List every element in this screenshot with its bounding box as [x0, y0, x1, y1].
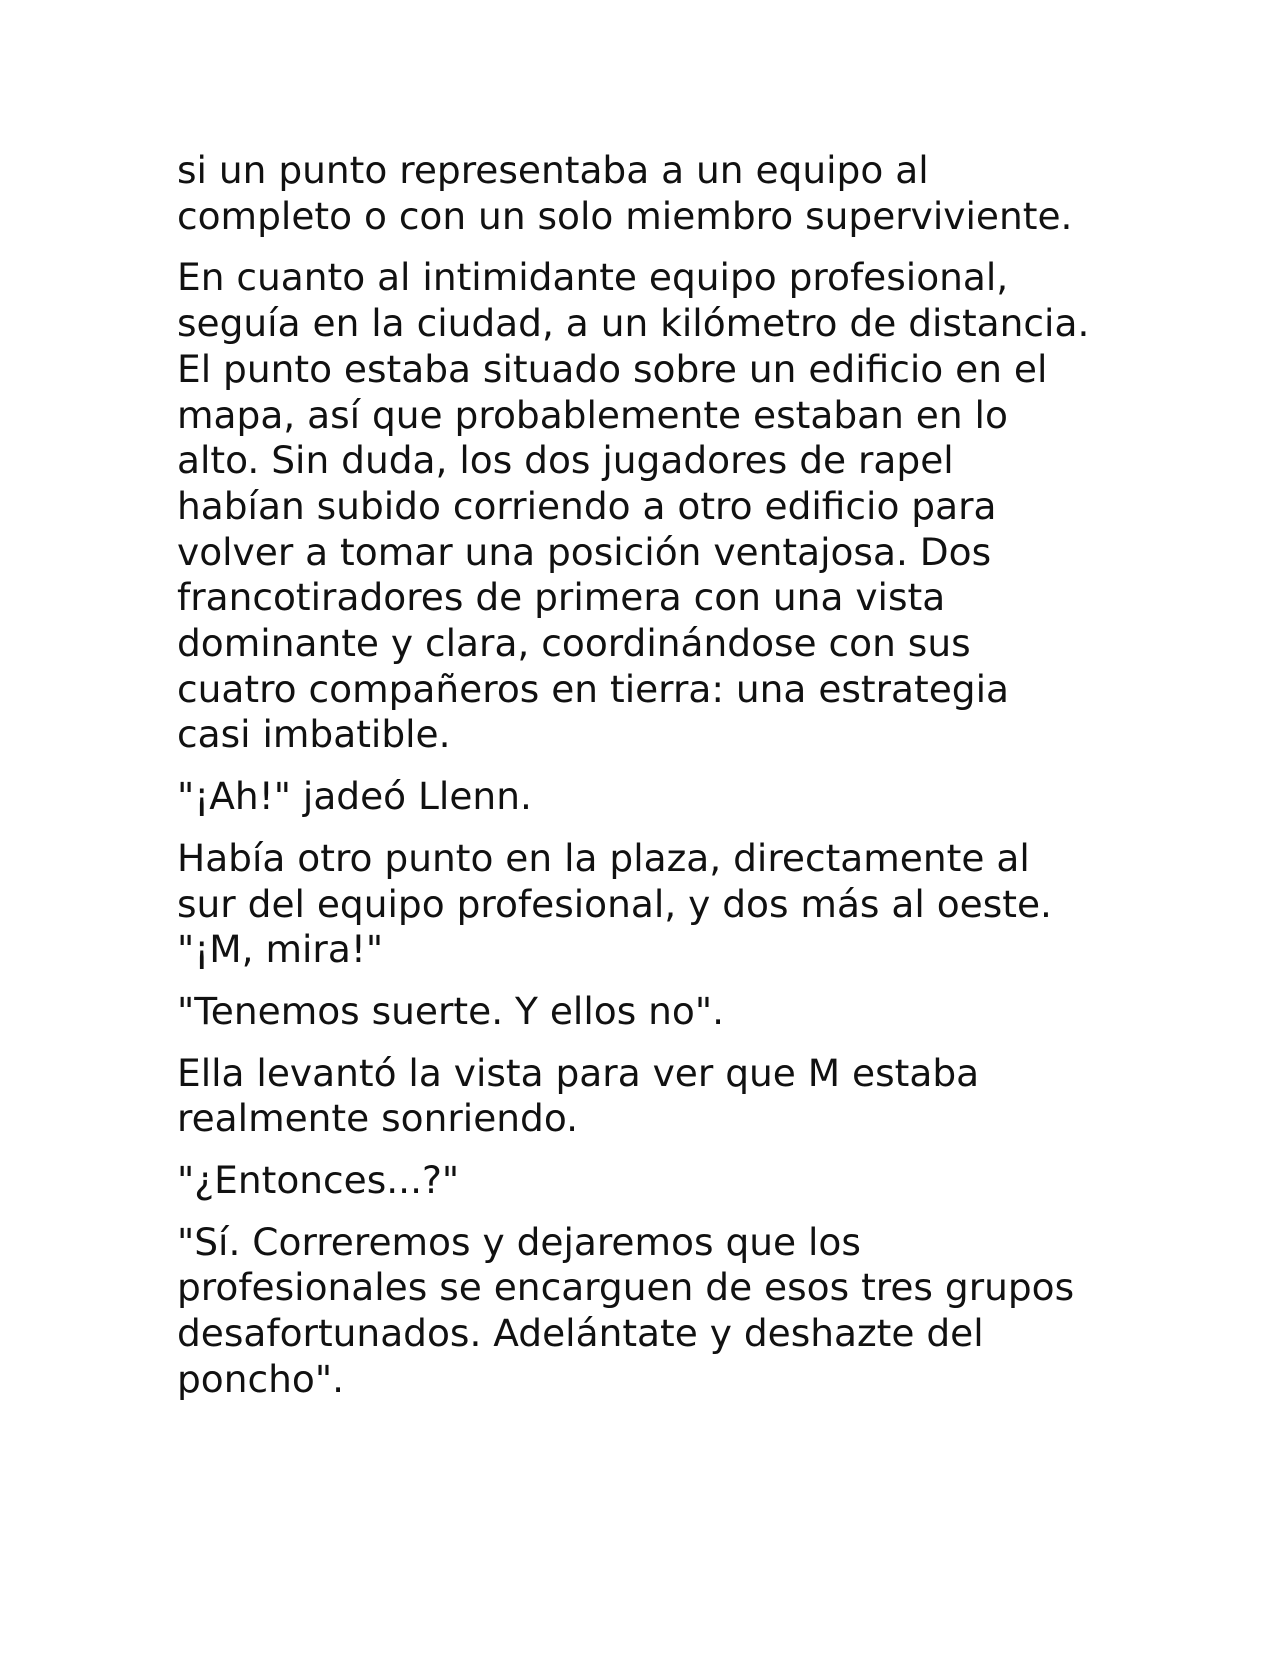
text-line: Había otro punto en la plaza, directamente al: [177, 835, 1030, 880]
text-line: casi imbatible.: [177, 712, 451, 757]
text-line: "Sí. Correremos y dejaremos que los: [177, 1219, 861, 1264]
text-line: completo o con un solo miembro superviviente.: [177, 193, 1073, 238]
text-line: profesionales se encarguen de esos tres grupos: [177, 1265, 1075, 1310]
text-line: poncho".: [177, 1356, 345, 1401]
paragraph: [177, 774, 1107, 820]
paragraph: [177, 989, 1107, 1035]
paragraph: [177, 836, 1107, 973]
text-line: sur del equipo profesional, y dos más al oeste.: [177, 881, 1052, 926]
text-line: alto. Sin duda, los dos jugadores de rapel: [177, 438, 954, 483]
text-line: realmente sonriendo.: [177, 1096, 579, 1141]
document-page: [177, 148, 1107, 1419]
paragraph: [177, 1051, 1107, 1142]
text-line: si un punto representaba a un equipo al: [177, 148, 929, 192]
paragraph: [177, 148, 1107, 239]
text-line: "¡Ah!" jadeó Llenn.: [177, 774, 532, 819]
text-line: Ella levantó la vista para ver que M estaba: [177, 1050, 980, 1095]
text-line: francotiradores de primera con una vista: [177, 575, 946, 620]
paragraph: [177, 1220, 1107, 1403]
text-line: En cuanto al intimidante equipo profesional,: [177, 255, 1009, 300]
text-line: mapa, así que probablemente estaban en lo: [177, 392, 1008, 437]
paragraph: [177, 1158, 1107, 1204]
text-line: "¡M, mira!": [177, 927, 384, 972]
text-line: "Tenemos suerte. Y ellos no".: [177, 988, 725, 1033]
text-line: "¿Entonces...?": [177, 1158, 460, 1203]
text-line: dominante y clara, coordinándose con sus: [177, 621, 971, 666]
text-line: volver a tomar una posición ventajosa. Dos: [177, 529, 992, 574]
text-line: seguía en la ciudad, a un kilómetro de distancia.: [177, 301, 1090, 346]
paragraph: [177, 255, 1107, 758]
text-line: cuatro compañeros en tierra: una estrategia: [177, 666, 1010, 711]
text-line: habían subido corriendo a otro edificio para: [177, 483, 997, 528]
text-line: desafortunados. Adelántate y deshazte del: [177, 1311, 984, 1356]
text-line: El punto estaba situado sobre un edificio en el: [177, 346, 1048, 391]
